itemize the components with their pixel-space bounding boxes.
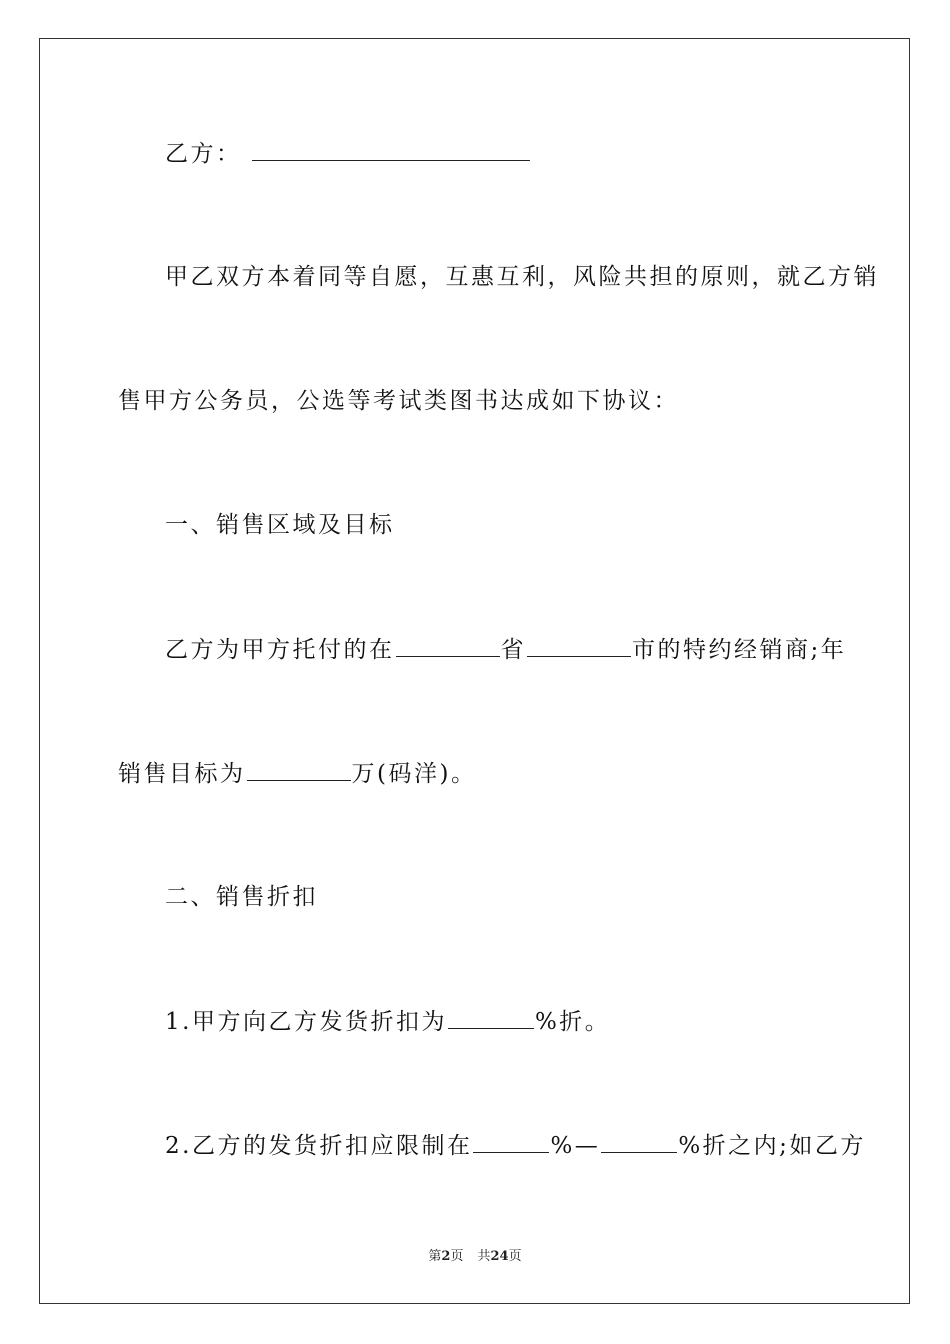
sales-target-blank [247, 758, 351, 781]
page-footer [0, 1248, 950, 1266]
party-b-line [165, 138, 531, 169]
intro-line-1: 甲乙双方本着同等自愿，互惠互利，风险共担的原则，就乙方销 [165, 264, 879, 290]
section1-text-c: 市的特约经销商;年 [632, 637, 847, 663]
footer-total-suffix: 页 [508, 1249, 522, 1264]
party-b-blank [252, 138, 530, 161]
footer-prefix: 第 [428, 1249, 442, 1264]
party-b-label: 乙方： [165, 141, 242, 167]
province-blank [396, 634, 500, 657]
item2-text-c: %折之内;如乙方 [678, 1133, 866, 1159]
section1-heading: 一、销售区域及目标 [165, 512, 395, 538]
section1-text-b: 省 [500, 637, 526, 663]
item2-text-b: %— [550, 1133, 601, 1159]
item2-text-a: 2.乙方的发货折扣应限制在 [165, 1133, 473, 1159]
discount-blank [448, 1006, 534, 1029]
footer-total-prefix: 共 [477, 1249, 491, 1264]
item1-text-b: %折。 [534, 1009, 611, 1035]
intro-line-2: 售甲方公务员，公选等考试类图书达成如下协议： [118, 388, 679, 414]
footer-total-pages: 24 [490, 1249, 509, 1264]
footer-page-number: 2 [441, 1249, 451, 1264]
section2-heading: 二、销售折扣 [165, 884, 318, 910]
section2-item-1 [165, 1006, 610, 1037]
discount-min-blank [473, 1130, 549, 1153]
section1-line-1 [165, 634, 846, 665]
page-border [39, 38, 910, 1304]
section1-text-d: 销售目标为 [118, 761, 246, 787]
section1-text-a: 乙方为甲方托付的在 [165, 637, 395, 663]
item1-text-a: 1.甲方向乙方发货折扣为 [165, 1009, 447, 1035]
section1-line-2 [118, 758, 476, 789]
section2-item-2 [165, 1130, 866, 1161]
section1-text-e: 万(码洋)。 [351, 761, 477, 787]
city-blank [527, 634, 631, 657]
footer-page-suffix: 页 [450, 1249, 464, 1264]
discount-max-blank [601, 1130, 677, 1153]
